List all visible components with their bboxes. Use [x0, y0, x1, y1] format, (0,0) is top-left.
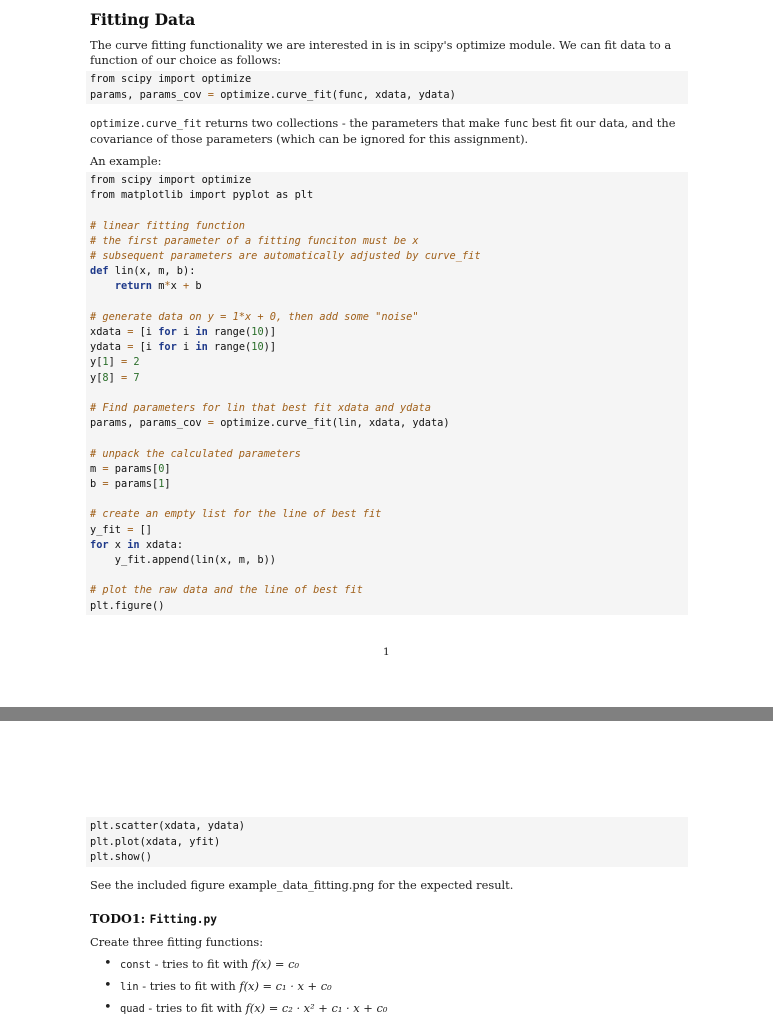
- code-line: # unpack the calculated parameters: [90, 447, 301, 460]
- figure-note: See the included figure example_data_fitting.png for the expected result.: [90, 878, 514, 892]
- code-line: from scipy import optimize: [90, 73, 252, 85]
- code-line: y[1] = 2: [90, 356, 140, 369]
- code-line: plt.show(): [90, 851, 152, 863]
- code-line: def lin(x, m, b):: [90, 265, 196, 278]
- code-line: ydata = [i for i in range(10)]: [90, 341, 277, 354]
- function-formula: f(x) = c₀: [251, 957, 300, 971]
- example-label: An example:: [90, 154, 162, 168]
- inline-code: optimize.curve_fit: [90, 118, 202, 130]
- code-line: params, params_cov = optimize.curve_fit(func, xdata, ydata): [90, 88, 456, 101]
- returns-paragraph: [90, 116, 690, 147]
- code-line: xdata = [i for i in range(10)]: [90, 326, 277, 338]
- function-formula: f(x) = c₂ · x² + c₁ · x + c₀: [245, 1001, 388, 1015]
- code-line: # linear fitting function: [90, 219, 245, 232]
- code-line: y_fit.append(lin(x, m, b)): [90, 554, 276, 566]
- code-line: m = params[0]: [90, 462, 171, 475]
- section-title: Fitting Data: [90, 10, 196, 29]
- returns-text-b: best fit our data, and the covariance of those parameters (which can be ignored for this assignment).: [90, 116, 676, 146]
- list-item: [90, 956, 690, 978]
- code-block-usage: [86, 71, 688, 104]
- code-line: y_fit = []: [90, 523, 153, 536]
- code-line: # the first parameter of a fitting funciton must be x: [90, 234, 419, 247]
- code-block-example: [86, 172, 688, 615]
- intro-paragraph: [90, 38, 690, 68]
- code-line: # subsequent parameters are automatically adjusted by curve_fit: [90, 250, 481, 262]
- list-item: [90, 978, 690, 1000]
- list-item: [90, 1000, 690, 1022]
- inline-code: func: [503, 118, 529, 130]
- document-page-2: [0, 721, 773, 1024]
- page-number: 1: [383, 646, 390, 658]
- code-block-plot: [86, 817, 688, 867]
- code-line: from matplotlib import pyplot as plt: [90, 189, 314, 202]
- intro-text: The curve fitting functionality we are interested in is in scipy's optimize module. We can fit data to a function of our choice as follows:: [90, 38, 672, 67]
- code-line: plt.scatter(xdata, ydata): [90, 820, 245, 832]
- code-line: params, params_cov = optimize.curve_fit(lin, xdata, ydata): [90, 417, 450, 430]
- code-line: # Find parameters for lin that best fit xdata and ydata: [90, 402, 431, 414]
- function-desc: - tries to fit with: [144, 1001, 246, 1015]
- code-line: b = params[1]: [90, 478, 171, 490]
- function-name: const: [120, 959, 151, 971]
- code-line: y[8] = 7: [90, 371, 140, 384]
- code-line: # plot the raw data and the line of best fit: [90, 584, 363, 597]
- function-formula: f(x) = c₁ · x + c₀: [239, 979, 332, 993]
- code-line: plt.plot(xdata, yfit): [90, 835, 221, 848]
- code-line: # create an empty list for the line of best fit: [90, 508, 382, 521]
- function-name: quad: [120, 1003, 145, 1015]
- code-line: for x in xdata:: [90, 538, 184, 551]
- code-line: # generate data on y = 1*x + 0, then add some "noise": [90, 310, 419, 323]
- code-line: return m*x + b: [114, 280, 202, 293]
- todo-file: Fitting.py: [149, 913, 217, 926]
- todo-label: TODO1:: [90, 911, 150, 926]
- function-name: lin: [120, 981, 139, 993]
- page-separator: [0, 707, 773, 721]
- todo-heading: [90, 911, 217, 926]
- function-desc: - tries to fit with: [138, 979, 240, 993]
- code-line: from scipy import optimize: [90, 174, 252, 186]
- code-line: plt.figure(): [90, 599, 165, 612]
- function-desc: - tries to fit with: [151, 957, 252, 971]
- todo-intro: Create three fitting functions:: [90, 935, 264, 949]
- returns-text-a: returns two collections - the parameters that make: [201, 116, 504, 130]
- function-list: [90, 956, 690, 1022]
